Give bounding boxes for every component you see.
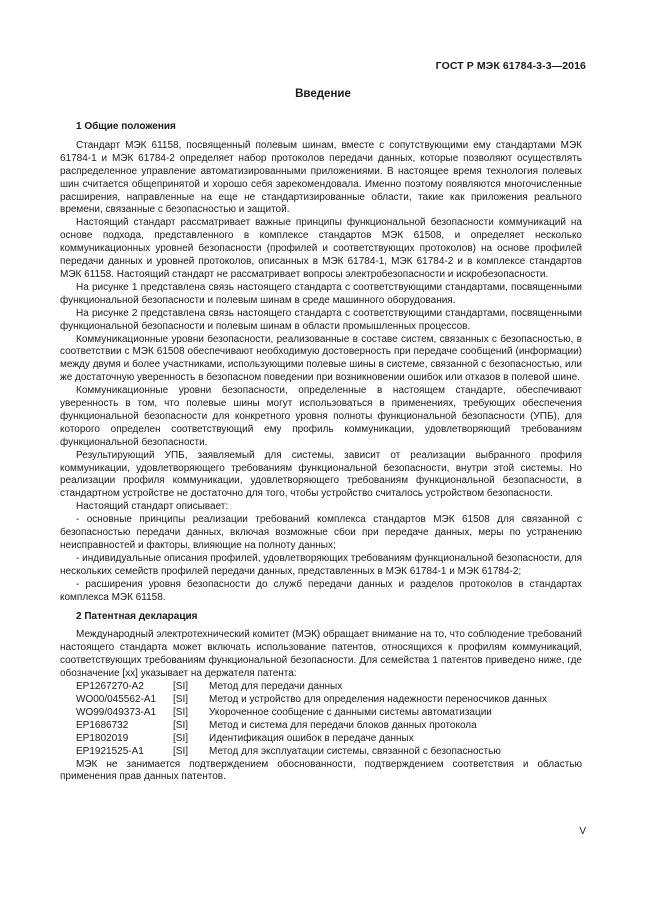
patent-number: EP1802019: [76, 732, 129, 744]
paragraph: Настоящий стандарт описывает:: [76, 501, 229, 513]
patent-holder: [SI]: [173, 745, 189, 757]
patent-number: EP1267270-A2: [76, 681, 144, 693]
patent-holder: [SI]: [173, 732, 189, 744]
patent-title: Метод для передачи данных: [209, 681, 343, 693]
list-item: - индивидуальные описания профилей, удовлетворяющих требованиям функциональной безопасности, для нескольких семейств профилей передачи данных, представленных в МЭК 61784-1 и МЭК 61784-2;: [60, 552, 582, 577]
patent-number: WO99/049373-A1: [76, 706, 157, 718]
list-item: - основные принципы реализации требований комплекса стандартов МЭК 61508 для связанной с безопасностью передачи данных, включая возможные сбои при передаче данных, меры по устранению неисправностей и факторы, влияющие на полноту данных;: [60, 514, 582, 551]
patent-row: [60, 707, 582, 720]
paragraph: Коммуникационные уровни безопасности, определенные в настоящем стандарте, обеспечивают уверенность в том, что полевые шины могут использоваться в применениях, требующих обеспечения функциональной безопасности для конкретного уровня полноты функциональной безопасности (УПБ), для которого определен соответствующий ему профиль коммуникации, удовлетворяющий требованиям функциональной безопасности.: [60, 385, 582, 448]
patent-title: Идентификация ошибок в передаче данных: [209, 732, 414, 744]
paragraph: На рисунке 1 представлена связь настоящего стандарта с соответствующими стандартами, посвященными функциональной безопасности и полевым шинам в среде машинного оборудования.: [60, 281, 582, 306]
patent-number: WO00/045562-A1: [76, 693, 157, 705]
document-body: [60, 121, 582, 784]
paragraph: МЭК не занимается подтверждением обоснованности, подтверждением соответствия и областью применения прав данных патентов.: [60, 758, 582, 783]
patent-title: Метод и устройство для определения надежности переносчиков данных: [209, 693, 547, 705]
paragraph: Коммуникационные уровни безопасности, реализованные в составе систем, связанных с безопасностью, в соответствии с МЭК 61508 обеспечивают необходимую достоверность при передаче сообщений (информации) между двумя и более участниками, использующими полевые шины в системе, связанной с безопасностью, или же достаточную уверенность в безопасном поведении при возникновении ошибок или отказов в полевой шине.: [60, 333, 582, 384]
list-item: - расширения уровня безопасности до служб передачи данных и разделов протоколов в стандартах комплекса МЭК 61158.: [60, 578, 582, 603]
page-title: Введение: [295, 88, 351, 100]
paragraph: Стандарт МЭК 61158, посвященный полевым шинам, вместе с сопутствующими ему стандартами МЭК 61784-1 и МЭК 61784-2 определяет набор протоколов передачи данных, которые позволяют осуществлять распределенное управление автоматизированными приложениями. В настоящее время технология полевых шин считается общепринятой и хорошо себя зарекомендовала. Именно поэтому появляются многочисленные расширения, направленные на еще не стандартизированные области, такие как приложения реального времени, связанные с безопасностью и защитой.: [60, 139, 582, 216]
page-number: V: [579, 826, 586, 837]
patent-list: [60, 681, 582, 758]
patent-row: [60, 720, 582, 733]
patent-row: [60, 681, 582, 694]
section-heading-patent: 2 Патентная декларация: [76, 610, 198, 622]
patent-number: EP1686732: [76, 719, 129, 731]
paragraph: Настоящий стандарт рассматривает важные принципы функциональной безопасности коммуникаций на основе подхода, представленного в комплексе стандартов МЭК 61508, и определяет несколько коммуникационных уровней безопасности (профилей и соответствующих протоколов) на основе профилей передачи данных и уровней протоколов, описанных в МЭК 61784-1, МЭК 61784-2 и в комплексе стандартов МЭК 61158. Настоящий стандарт не рассматривает вопросы электробезопасности и искробезопасности.: [60, 217, 582, 280]
patent-row: [60, 694, 582, 707]
patent-holder: [SI]: [173, 693, 189, 705]
patent-holder: [SI]: [173, 719, 189, 731]
patent-holder: [SI]: [173, 706, 189, 718]
patent-title: Укороченное сообщение с данными системы автоматизации: [209, 706, 492, 718]
patent-title: Метод и система для передачи блоков данных протокола: [209, 719, 477, 731]
patent-holder: [SI]: [173, 681, 189, 693]
paragraph: Результирующий УПБ, заявляемый для системы, зависит от реализации выбранного профиля коммуникации, удовлетворяющего требованиям функциональной безопасности, внутри этой системы. Но реализации профиля коммуникации, удовлетворяющего требованиям функциональной безопасности, в стандартном устройстве не достаточно для того, чтобы устройство считалось устройством безопасности.: [60, 449, 582, 500]
patent-title: Метод для эксплуатации системы, связанной с безопасностью: [209, 745, 501, 757]
document-code: ГОСТ Р МЭК 61784-3-3—2016: [435, 60, 586, 72]
paragraph: На рисунке 2 представлена связь настоящего стандарта с соответствующими стандартами, посвященными функциональной безопасности и полевым шинам в области промышленных процессов.: [60, 307, 582, 332]
section-heading-general: 1 Общие положения: [76, 121, 176, 132]
patent-number: EP1921525-A1: [76, 745, 144, 757]
patent-row: [60, 733, 582, 746]
paragraph: Международный электротехнический комитет (МЭК) обращает внимание на то, что соблюдение требований настоящего стандарта может включать использование патентов, относящихся к профилям коммуникаций, соответствующих требованиям функциональной безопасности. Для семейства 1 патентов приведено ниже, где обозначение [xx] указывает на держателя патента:: [60, 629, 582, 680]
patent-row: [60, 746, 582, 759]
